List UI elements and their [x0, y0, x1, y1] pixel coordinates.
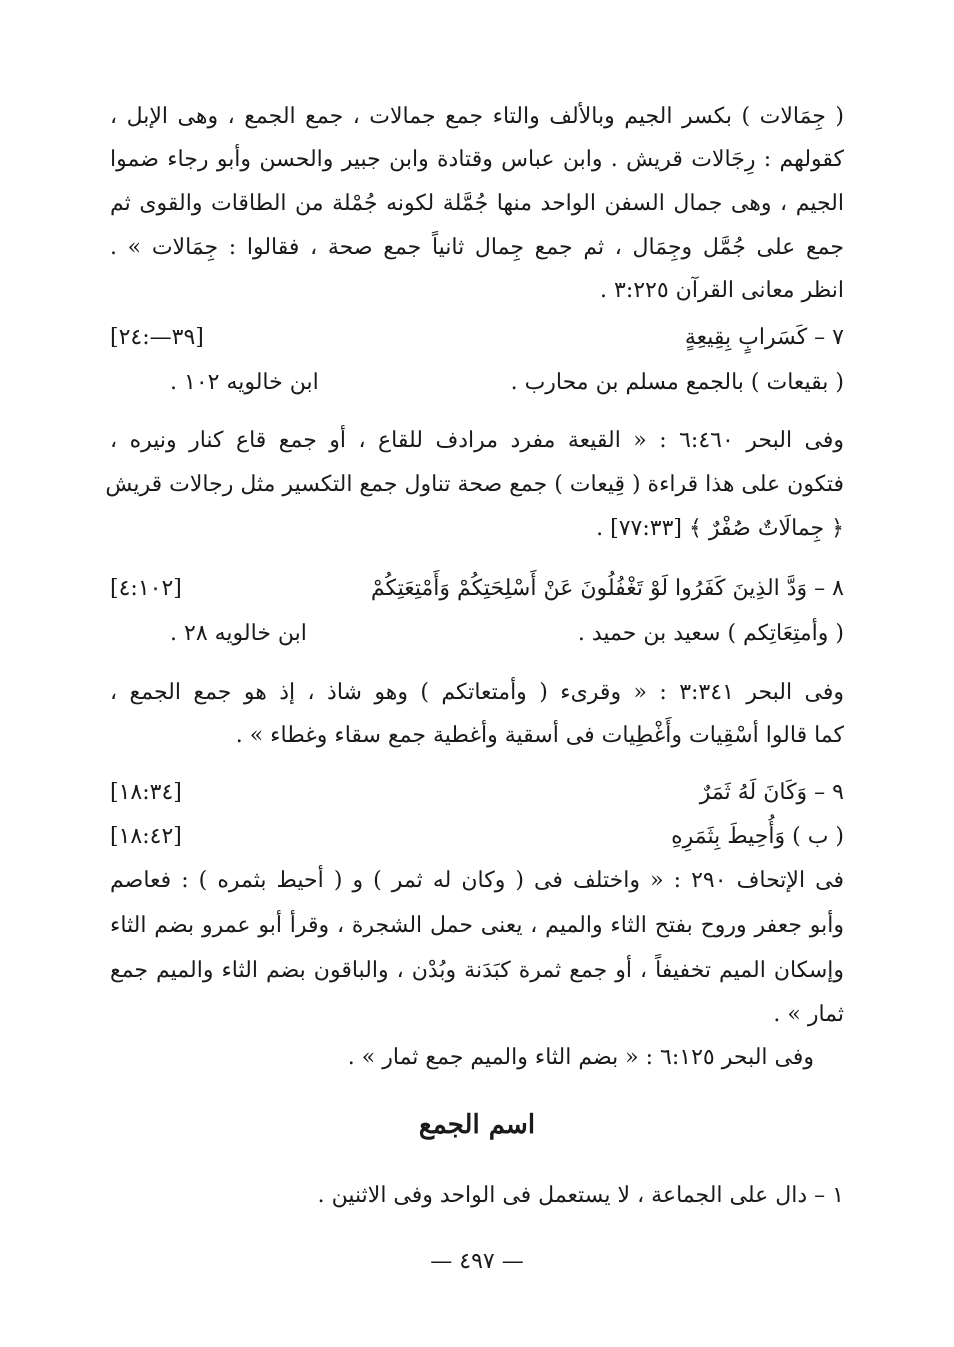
- text-line: وفى البحر ٣:٣٤١ : « وقرىء ( وأمتعاتكم ) وهو شاذ ، إذ هو جمع الجمع ،: [110, 680, 844, 705]
- reading-text: ( بقيعات ) بالجمع مسلم بن محارب .: [510, 370, 844, 395]
- page-number: — ٤٩٧ —: [430, 1249, 524, 1274]
- verse-line: [110, 574, 844, 604]
- text-line: فتكون على هذا قراءة ( قِيعات ) جمع صحة تناول جمع التكسير مثل رجالات قريش: [105, 472, 844, 497]
- verse-text: ٨ – وَدَّ الذِينَ كَفَرُوا لَوْ تَغْفُلُونَ عَنْ أَسْلِحَتِكُمْ وَأَمْتِعَتِكُمْ: [370, 576, 844, 601]
- reading-line: [110, 619, 844, 649]
- section-heading: اسم الجمع: [418, 1110, 536, 1140]
- text-line: وفى البحر ٦:١٢٥ : « بضم الثاء والميم جمع ثمار » .: [347, 1045, 814, 1070]
- verse-reference: [٣٩—:٢٤]: [110, 325, 204, 350]
- verse-line: [110, 778, 844, 808]
- list-item: ١ – دال على الجماعة ، لا يستعمل فى الواحد وفى الاثنين .: [317, 1183, 844, 1208]
- verse-reference: [١٨:٣٤]: [110, 780, 182, 805]
- text-line: وأبو جعفر وروح بفتح الثاء والميم ، يعنى حمل الشجرة ، وقرأ أبو عمرو بضم الثاء: [110, 913, 844, 938]
- verse-text: ٩ – وَكَانَ لَهُ ثَمَرٌ: [699, 780, 844, 805]
- text-line: كقولهم : رِجَالات قريش . وابن عباس وقتادة وابن جبير والحسن وأبو رجاء ضموا: [110, 147, 844, 172]
- verse-text: ( ب ) وَأُحِيطَ بِثَمَرِهِ: [671, 824, 844, 849]
- reading-text: ( وأمتِعَاتِكم ) سعيد بن حميد .: [577, 621, 844, 646]
- verse-reference: [٤:١٠٢]: [110, 576, 182, 601]
- text-line: وإسكان الميم تخفيفاً ، أو جمع ثمرة كبَدَنة وبُدْن ، والباقون بضم الثاء والميم جمع: [110, 958, 844, 983]
- text-line: فى الإتحاف ٢٩٠ : « واختلف فى ( وكان له ثمر ) و ( أحيط بثمره ) : فعاصم: [110, 868, 844, 893]
- text-line: ( جِمَالات ) بكسر الجيم وبالألف والتاء جمع جمالات ، جمع الجمع ، وهى الإبل ،: [110, 104, 844, 129]
- source-citation: ابن خالويه ٢٨ .: [170, 621, 307, 646]
- text-line: ثمار » .: [773, 1002, 844, 1027]
- source-citation: ابن خالويه ١٠٢ .: [170, 370, 319, 395]
- verse-text: ٧ – كَسَرابٍ بِقِيعِةٍ: [684, 325, 844, 350]
- text-line: انظر معانى القرآن ٣:٢٢٥ .: [600, 278, 844, 303]
- reading-line: [110, 368, 844, 398]
- text-line: وفى البحر ٦:٤٦٠ : « القيعة مفرد مرادف للقاع ، أو جمع قاع كنار ونيره ،: [110, 428, 844, 453]
- text-line: كما قالوا أسْقِيات وأَغْطِيات فى أسقية وأغطية جمع سقاء وغطاء » .: [235, 723, 844, 748]
- text-line: جمع على جُمَّل وجِمَال ، ثم جمع جِمال ثانياً جمع صحة ، فقالوا : جِمَالات » .: [110, 235, 844, 260]
- verse-line: [110, 822, 844, 852]
- verse-reference: [١٨:٤٢]: [110, 824, 182, 849]
- text-line: ﴿ جِمالَاتٌ صُفْرٌ ﴾ [٧٧:٣٣] .: [596, 516, 844, 541]
- text-line: الجيم ، وهى جمال السفن الواحد منها جُمَّلة لكونه جُمْلة من الطاقات والقوى ثم: [110, 191, 844, 216]
- verse-line: [110, 323, 844, 353]
